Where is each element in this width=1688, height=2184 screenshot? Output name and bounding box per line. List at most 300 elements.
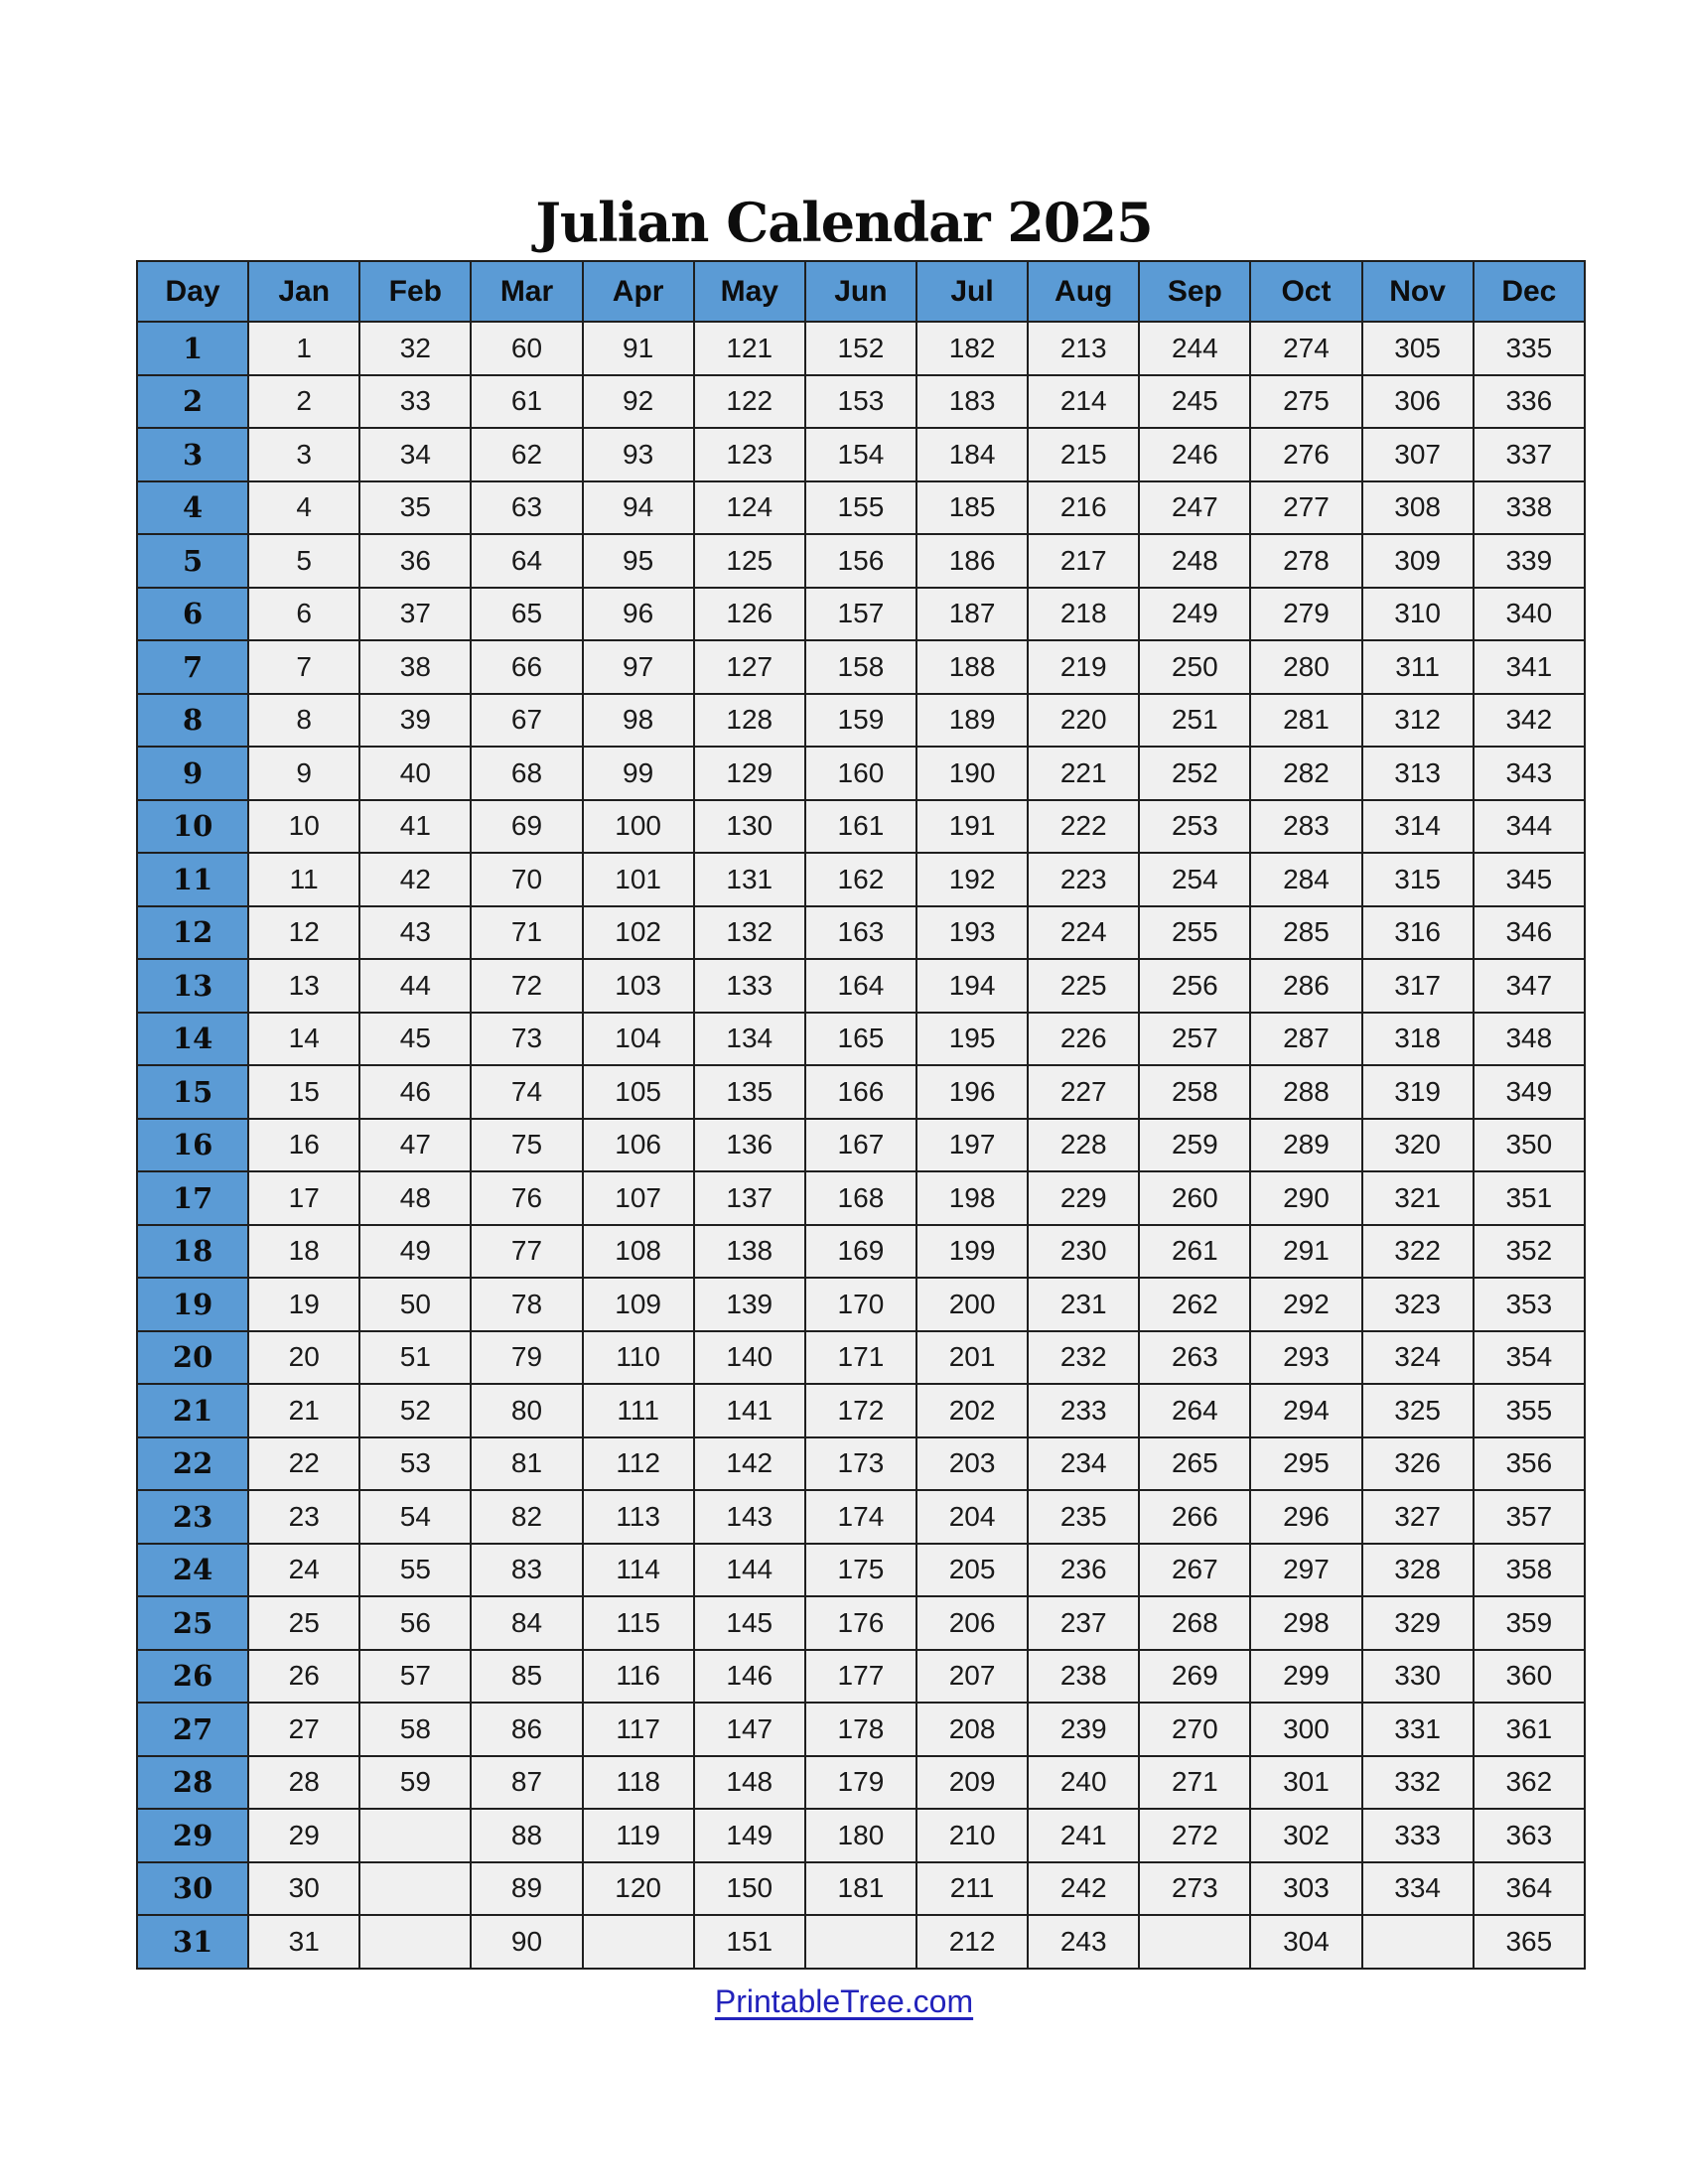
julian-day-cell: 21 (248, 1384, 359, 1437)
julian-day-cell: 225 (1028, 959, 1139, 1013)
julian-day-cell: 316 (1362, 906, 1474, 960)
julian-day-cell: 289 (1250, 1119, 1361, 1172)
julian-day-cell: 20 (248, 1331, 359, 1385)
julian-day-cell: 18 (248, 1225, 359, 1279)
page-title: Julian Calendar 2025 (535, 191, 1153, 255)
julian-day-cell: 26 (248, 1650, 359, 1704)
day-label: 1 (137, 322, 248, 375)
julian-day-cell: 10 (248, 800, 359, 854)
table-row (137, 1065, 1585, 1119)
table-row (137, 1225, 1585, 1279)
julian-day-cell: 6 (248, 588, 359, 641)
julian-day-cell: 74 (471, 1065, 582, 1119)
julian-day-cell: 341 (1474, 640, 1585, 694)
julian-day-cell: 136 (694, 1119, 805, 1172)
julian-day-cell: 282 (1250, 747, 1361, 800)
julian-day-cell: 207 (916, 1650, 1028, 1704)
julian-day-cell: 235 (1028, 1490, 1139, 1544)
column-header-sep: Sep (1139, 261, 1250, 322)
julian-day-cell: 201 (916, 1331, 1028, 1385)
julian-day-cell: 237 (1028, 1596, 1139, 1650)
julian-day-cell: 259 (1139, 1119, 1250, 1172)
julian-day-cell: 203 (916, 1437, 1028, 1491)
julian-day-cell: 137 (694, 1171, 805, 1225)
julian-day-cell: 84 (471, 1596, 582, 1650)
julian-day-cell: 45 (359, 1013, 471, 1066)
julian-day-cell: 188 (916, 640, 1028, 694)
julian-day-cell: 272 (1139, 1809, 1250, 1862)
julian-day-cell: 191 (916, 800, 1028, 854)
julian-day-cell: 57 (359, 1650, 471, 1704)
julian-day-cell: 175 (805, 1544, 916, 1597)
julian-day-cell: 117 (583, 1703, 694, 1756)
julian-day-cell: 298 (1250, 1596, 1361, 1650)
julian-day-cell: 193 (916, 906, 1028, 960)
julian-day-cell: 28 (248, 1756, 359, 1810)
day-label: 5 (137, 534, 248, 588)
julian-day-cell: 33 (359, 375, 471, 429)
julian-day-cell: 317 (1362, 959, 1474, 1013)
julian-day-cell: 119 (583, 1809, 694, 1862)
julian-day-cell: 343 (1474, 747, 1585, 800)
julian-day-cell: 158 (805, 640, 916, 694)
column-header-jan: Jan (248, 261, 359, 322)
julian-day-cell: 134 (694, 1013, 805, 1066)
julian-day-cell: 60 (471, 322, 582, 375)
julian-day-cell: 149 (694, 1809, 805, 1862)
julian-day-cell: 164 (805, 959, 916, 1013)
julian-day-cell: 211 (916, 1862, 1028, 1916)
table-row (137, 694, 1585, 748)
julian-day-cell: 133 (694, 959, 805, 1013)
julian-day-cell: 325 (1362, 1384, 1474, 1437)
julian-day-cell: 363 (1474, 1809, 1585, 1862)
julian-day-cell: 120 (583, 1862, 694, 1916)
julian-day-cell: 167 (805, 1119, 916, 1172)
julian-day-cell: 99 (583, 747, 694, 800)
table-row (137, 1756, 1585, 1810)
julian-day-cell: 109 (583, 1278, 694, 1331)
julian-day-cell: 182 (916, 322, 1028, 375)
day-label: 31 (137, 1915, 248, 1969)
day-label: 19 (137, 1278, 248, 1331)
julian-day-cell: 269 (1139, 1650, 1250, 1704)
julian-day-cell: 352 (1474, 1225, 1585, 1279)
julian-day-cell: 100 (583, 800, 694, 854)
julian-day-cell: 226 (1028, 1013, 1139, 1066)
julian-day-cell: 54 (359, 1490, 471, 1544)
table-row (137, 481, 1585, 535)
julian-day-cell: 220 (1028, 694, 1139, 748)
julian-day-cell: 227 (1028, 1065, 1139, 1119)
julian-day-cell: 170 (805, 1278, 916, 1331)
table-row (137, 1384, 1585, 1437)
julian-day-cell: 107 (583, 1171, 694, 1225)
julian-day-cell: 152 (805, 322, 916, 375)
julian-day-cell: 286 (1250, 959, 1361, 1013)
julian-day-cell: 318 (1362, 1013, 1474, 1066)
julian-day-cell: 143 (694, 1490, 805, 1544)
julian-day-cell: 212 (916, 1915, 1028, 1969)
day-label: 26 (137, 1650, 248, 1704)
julian-day-cell: 285 (1250, 906, 1361, 960)
julian-day-cell: 128 (694, 694, 805, 748)
footer (0, 1983, 1688, 2020)
julian-day-cell: 327 (1362, 1490, 1474, 1544)
julian-day-cell: 115 (583, 1596, 694, 1650)
julian-day-cell: 288 (1250, 1065, 1361, 1119)
julian-day-cell: 27 (248, 1703, 359, 1756)
julian-day-cell: 122 (694, 375, 805, 429)
julian-day-cell: 303 (1250, 1862, 1361, 1916)
day-label: 6 (137, 588, 248, 641)
julian-day-cell: 319 (1362, 1065, 1474, 1119)
julian-day-cell: 161 (805, 800, 916, 854)
julian-day-cell: 127 (694, 640, 805, 694)
julian-day-cell: 273 (1139, 1862, 1250, 1916)
julian-day-cell: 116 (583, 1650, 694, 1704)
julian-day-cell (805, 1915, 916, 1969)
julian-day-cell: 163 (805, 906, 916, 960)
julian-day-cell: 347 (1474, 959, 1585, 1013)
day-label: 9 (137, 747, 248, 800)
julian-day-cell: 186 (916, 534, 1028, 588)
julian-day-cell: 326 (1362, 1437, 1474, 1491)
julian-day-cell: 192 (916, 853, 1028, 906)
julian-day-cell: 328 (1362, 1544, 1474, 1597)
julian-day-cell: 217 (1028, 534, 1139, 588)
julian-day-cell: 44 (359, 959, 471, 1013)
table-row (137, 640, 1585, 694)
julian-day-cell: 36 (359, 534, 471, 588)
day-label: 12 (137, 906, 248, 960)
julian-day-cell: 17 (248, 1171, 359, 1225)
julian-day-cell: 232 (1028, 1331, 1139, 1385)
julian-day-cell: 324 (1362, 1331, 1474, 1385)
julian-day-cell: 1 (248, 322, 359, 375)
julian-day-cell: 145 (694, 1596, 805, 1650)
day-label: 28 (137, 1756, 248, 1810)
julian-day-cell: 31 (248, 1915, 359, 1969)
julian-day-cell: 95 (583, 534, 694, 588)
julian-day-cell: 86 (471, 1703, 582, 1756)
table-row (137, 1278, 1585, 1331)
julian-day-cell: 238 (1028, 1650, 1139, 1704)
julian-day-cell: 296 (1250, 1490, 1361, 1544)
julian-day-cell: 223 (1028, 853, 1139, 906)
julian-day-cell: 246 (1139, 428, 1250, 481)
table-row (137, 534, 1585, 588)
julian-day-cell: 96 (583, 588, 694, 641)
table-row (137, 322, 1585, 375)
julian-day-cell: 41 (359, 800, 471, 854)
julian-day-cell: 97 (583, 640, 694, 694)
table-body (137, 322, 1585, 1969)
julian-day-cell: 176 (805, 1596, 916, 1650)
julian-day-cell: 42 (359, 853, 471, 906)
julian-day-cell: 321 (1362, 1171, 1474, 1225)
column-header-nov: Nov (1362, 261, 1474, 322)
julian-day-cell: 110 (583, 1331, 694, 1385)
julian-day-cell: 69 (471, 800, 582, 854)
day-label: 22 (137, 1437, 248, 1491)
day-label: 24 (137, 1544, 248, 1597)
julian-day-cell: 215 (1028, 428, 1139, 481)
julian-day-cell: 172 (805, 1384, 916, 1437)
julian-day-cell: 32 (359, 322, 471, 375)
julian-day-cell: 257 (1139, 1013, 1250, 1066)
julian-day-cell: 337 (1474, 428, 1585, 481)
julian-day-cell: 51 (359, 1331, 471, 1385)
day-label: 16 (137, 1119, 248, 1172)
julian-day-cell: 300 (1250, 1703, 1361, 1756)
julian-day-cell: 156 (805, 534, 916, 588)
julian-day-cell (359, 1809, 471, 1862)
julian-day-cell: 121 (694, 322, 805, 375)
julian-day-cell: 311 (1362, 640, 1474, 694)
julian-day-cell: 63 (471, 481, 582, 535)
julian-day-cell: 280 (1250, 640, 1361, 694)
julian-day-cell (359, 1862, 471, 1916)
julian-day-cell: 195 (916, 1013, 1028, 1066)
julian-day-cell: 206 (916, 1596, 1028, 1650)
julian-day-cell: 59 (359, 1756, 471, 1810)
julian-day-cell: 305 (1362, 322, 1474, 375)
table-row (137, 588, 1585, 641)
julian-day-cell: 46 (359, 1065, 471, 1119)
julian-day-cell: 55 (359, 1544, 471, 1597)
column-header-oct: Oct (1250, 261, 1361, 322)
julian-day-cell: 231 (1028, 1278, 1139, 1331)
julian-day-cell: 187 (916, 588, 1028, 641)
julian-day-cell: 353 (1474, 1278, 1585, 1331)
julian-day-cell: 256 (1139, 959, 1250, 1013)
julian-day-cell: 197 (916, 1119, 1028, 1172)
julian-day-cell: 88 (471, 1809, 582, 1862)
julian-day-cell: 38 (359, 640, 471, 694)
julian-day-cell: 49 (359, 1225, 471, 1279)
julian-day-cell: 106 (583, 1119, 694, 1172)
day-label: 15 (137, 1065, 248, 1119)
julian-day-cell: 132 (694, 906, 805, 960)
julian-day-cell: 338 (1474, 481, 1585, 535)
julian-day-cell: 142 (694, 1437, 805, 1491)
table-row (137, 1331, 1585, 1385)
table-row (137, 1171, 1585, 1225)
julian-day-cell: 229 (1028, 1171, 1139, 1225)
day-label: 18 (137, 1225, 248, 1279)
julian-day-cell: 204 (916, 1490, 1028, 1544)
julian-day-cell: 108 (583, 1225, 694, 1279)
julian-day-cell: 30 (248, 1862, 359, 1916)
day-label: 14 (137, 1013, 248, 1066)
julian-day-cell: 52 (359, 1384, 471, 1437)
julian-day-cell: 37 (359, 588, 471, 641)
julian-day-cell: 144 (694, 1544, 805, 1597)
julian-day-cell: 47 (359, 1119, 471, 1172)
julian-day-cell: 312 (1362, 694, 1474, 748)
julian-day-cell: 181 (805, 1862, 916, 1916)
table-row (137, 1119, 1585, 1172)
day-label: 20 (137, 1331, 248, 1385)
julian-day-cell: 242 (1028, 1862, 1139, 1916)
julian-day-cell: 210 (916, 1809, 1028, 1862)
printabletree-link[interactable]: PrintableTree.com (714, 1983, 974, 2019)
julian-day-cell: 39 (359, 694, 471, 748)
table-row (137, 1490, 1585, 1544)
julian-day-cell: 177 (805, 1650, 916, 1704)
julian-day-cell: 102 (583, 906, 694, 960)
julian-day-cell: 359 (1474, 1596, 1585, 1650)
table-row (137, 1862, 1585, 1916)
julian-day-cell: 205 (916, 1544, 1028, 1597)
julian-day-cell: 323 (1362, 1278, 1474, 1331)
julian-day-cell: 83 (471, 1544, 582, 1597)
julian-day-cell: 251 (1139, 694, 1250, 748)
julian-day-cell: 260 (1139, 1171, 1250, 1225)
julian-day-cell: 340 (1474, 588, 1585, 641)
julian-day-cell: 112 (583, 1437, 694, 1491)
julian-day-cell: 50 (359, 1278, 471, 1331)
julian-day-cell: 200 (916, 1278, 1028, 1331)
julian-day-cell: 72 (471, 959, 582, 1013)
julian-day-cell: 15 (248, 1065, 359, 1119)
julian-day-cell: 153 (805, 375, 916, 429)
julian-day-cell: 111 (583, 1384, 694, 1437)
julian-day-cell: 290 (1250, 1171, 1361, 1225)
julian-day-cell: 138 (694, 1225, 805, 1279)
julian-day-cell: 250 (1139, 640, 1250, 694)
julian-day-cell: 224 (1028, 906, 1139, 960)
julian-day-cell: 222 (1028, 800, 1139, 854)
julian-day-cell: 22 (248, 1437, 359, 1491)
julian-day-cell: 190 (916, 747, 1028, 800)
julian-day-cell: 89 (471, 1862, 582, 1916)
julian-day-cell: 208 (916, 1703, 1028, 1756)
julian-day-cell: 34 (359, 428, 471, 481)
table-row (137, 800, 1585, 854)
julian-day-cell: 320 (1362, 1119, 1474, 1172)
julian-day-cell: 239 (1028, 1703, 1139, 1756)
julian-day-cell: 230 (1028, 1225, 1139, 1279)
julian-day-cell: 348 (1474, 1013, 1585, 1066)
column-header-dec: Dec (1474, 261, 1585, 322)
julian-day-cell: 248 (1139, 534, 1250, 588)
julian-day-cell: 322 (1362, 1225, 1474, 1279)
julian-day-cell: 4 (248, 481, 359, 535)
julian-day-cell: 19 (248, 1278, 359, 1331)
table-row (137, 853, 1585, 906)
julian-day-cell: 166 (805, 1065, 916, 1119)
julian-day-cell: 29 (248, 1809, 359, 1862)
julian-day-cell: 356 (1474, 1437, 1585, 1491)
julian-day-cell: 179 (805, 1756, 916, 1810)
julian-day-cell: 173 (805, 1437, 916, 1491)
julian-day-cell: 103 (583, 959, 694, 1013)
julian-day-cell: 270 (1139, 1703, 1250, 1756)
julian-day-cell: 154 (805, 428, 916, 481)
julian-day-cell: 81 (471, 1437, 582, 1491)
day-label: 21 (137, 1384, 248, 1437)
julian-day-cell: 219 (1028, 640, 1139, 694)
column-header-jun: Jun (805, 261, 916, 322)
julian-day-cell: 364 (1474, 1862, 1585, 1916)
julian-day-cell: 262 (1139, 1278, 1250, 1331)
julian-day-cell: 104 (583, 1013, 694, 1066)
julian-day-cell: 150 (694, 1862, 805, 1916)
table-row (137, 1437, 1585, 1491)
julian-day-cell: 157 (805, 588, 916, 641)
julian-day-cell: 218 (1028, 588, 1139, 641)
table-row (137, 375, 1585, 429)
julian-day-cell: 165 (805, 1013, 916, 1066)
julian-day-cell: 209 (916, 1756, 1028, 1810)
julian-day-cell: 126 (694, 588, 805, 641)
julian-day-cell: 293 (1250, 1331, 1361, 1385)
julian-day-cell: 244 (1139, 322, 1250, 375)
julian-day-cell: 304 (1250, 1915, 1361, 1969)
julian-day-cell: 358 (1474, 1544, 1585, 1597)
julian-day-cell: 169 (805, 1225, 916, 1279)
julian-day-cell: 267 (1139, 1544, 1250, 1597)
day-label: 8 (137, 694, 248, 748)
julian-day-cell: 183 (916, 375, 1028, 429)
julian-day-cell: 151 (694, 1915, 805, 1969)
julian-day-cell: 198 (916, 1171, 1028, 1225)
julian-day-cell: 309 (1362, 534, 1474, 588)
table-row (137, 1596, 1585, 1650)
julian-day-cell: 284 (1250, 853, 1361, 906)
julian-day-cell: 101 (583, 853, 694, 906)
julian-day-cell: 295 (1250, 1437, 1361, 1491)
julian-day-cell: 362 (1474, 1756, 1585, 1810)
julian-day-cell: 123 (694, 428, 805, 481)
day-label: 23 (137, 1490, 248, 1544)
julian-day-cell: 155 (805, 481, 916, 535)
julian-day-cell: 354 (1474, 1331, 1585, 1385)
table-row (137, 1915, 1585, 1969)
julian-day-cell: 221 (1028, 747, 1139, 800)
julian-day-cell: 291 (1250, 1225, 1361, 1279)
julian-day-cell: 92 (583, 375, 694, 429)
julian-day-cell: 12 (248, 906, 359, 960)
julian-day-cell: 351 (1474, 1171, 1585, 1225)
julian-day-cell: 276 (1250, 428, 1361, 481)
julian-day-cell: 314 (1362, 800, 1474, 854)
julian-day-cell: 301 (1250, 1756, 1361, 1810)
table-row (137, 906, 1585, 960)
julian-day-cell: 24 (248, 1544, 359, 1597)
julian-day-cell: 148 (694, 1756, 805, 1810)
julian-day-cell: 146 (694, 1650, 805, 1704)
julian-day-cell: 216 (1028, 481, 1139, 535)
julian-day-cell: 278 (1250, 534, 1361, 588)
julian-day-cell: 71 (471, 906, 582, 960)
table-row (137, 1703, 1585, 1756)
julian-day-cell: 114 (583, 1544, 694, 1597)
julian-day-cell: 40 (359, 747, 471, 800)
day-label: 4 (137, 481, 248, 535)
julian-day-cell: 261 (1139, 1225, 1250, 1279)
julian-day-cell: 70 (471, 853, 582, 906)
table-row (137, 1013, 1585, 1066)
julian-day-cell: 247 (1139, 481, 1250, 535)
julian-calendar-table (136, 260, 1586, 1970)
julian-day-cell: 342 (1474, 694, 1585, 748)
julian-day-cell: 255 (1139, 906, 1250, 960)
julian-day-cell: 65 (471, 588, 582, 641)
julian-day-cell: 307 (1362, 428, 1474, 481)
